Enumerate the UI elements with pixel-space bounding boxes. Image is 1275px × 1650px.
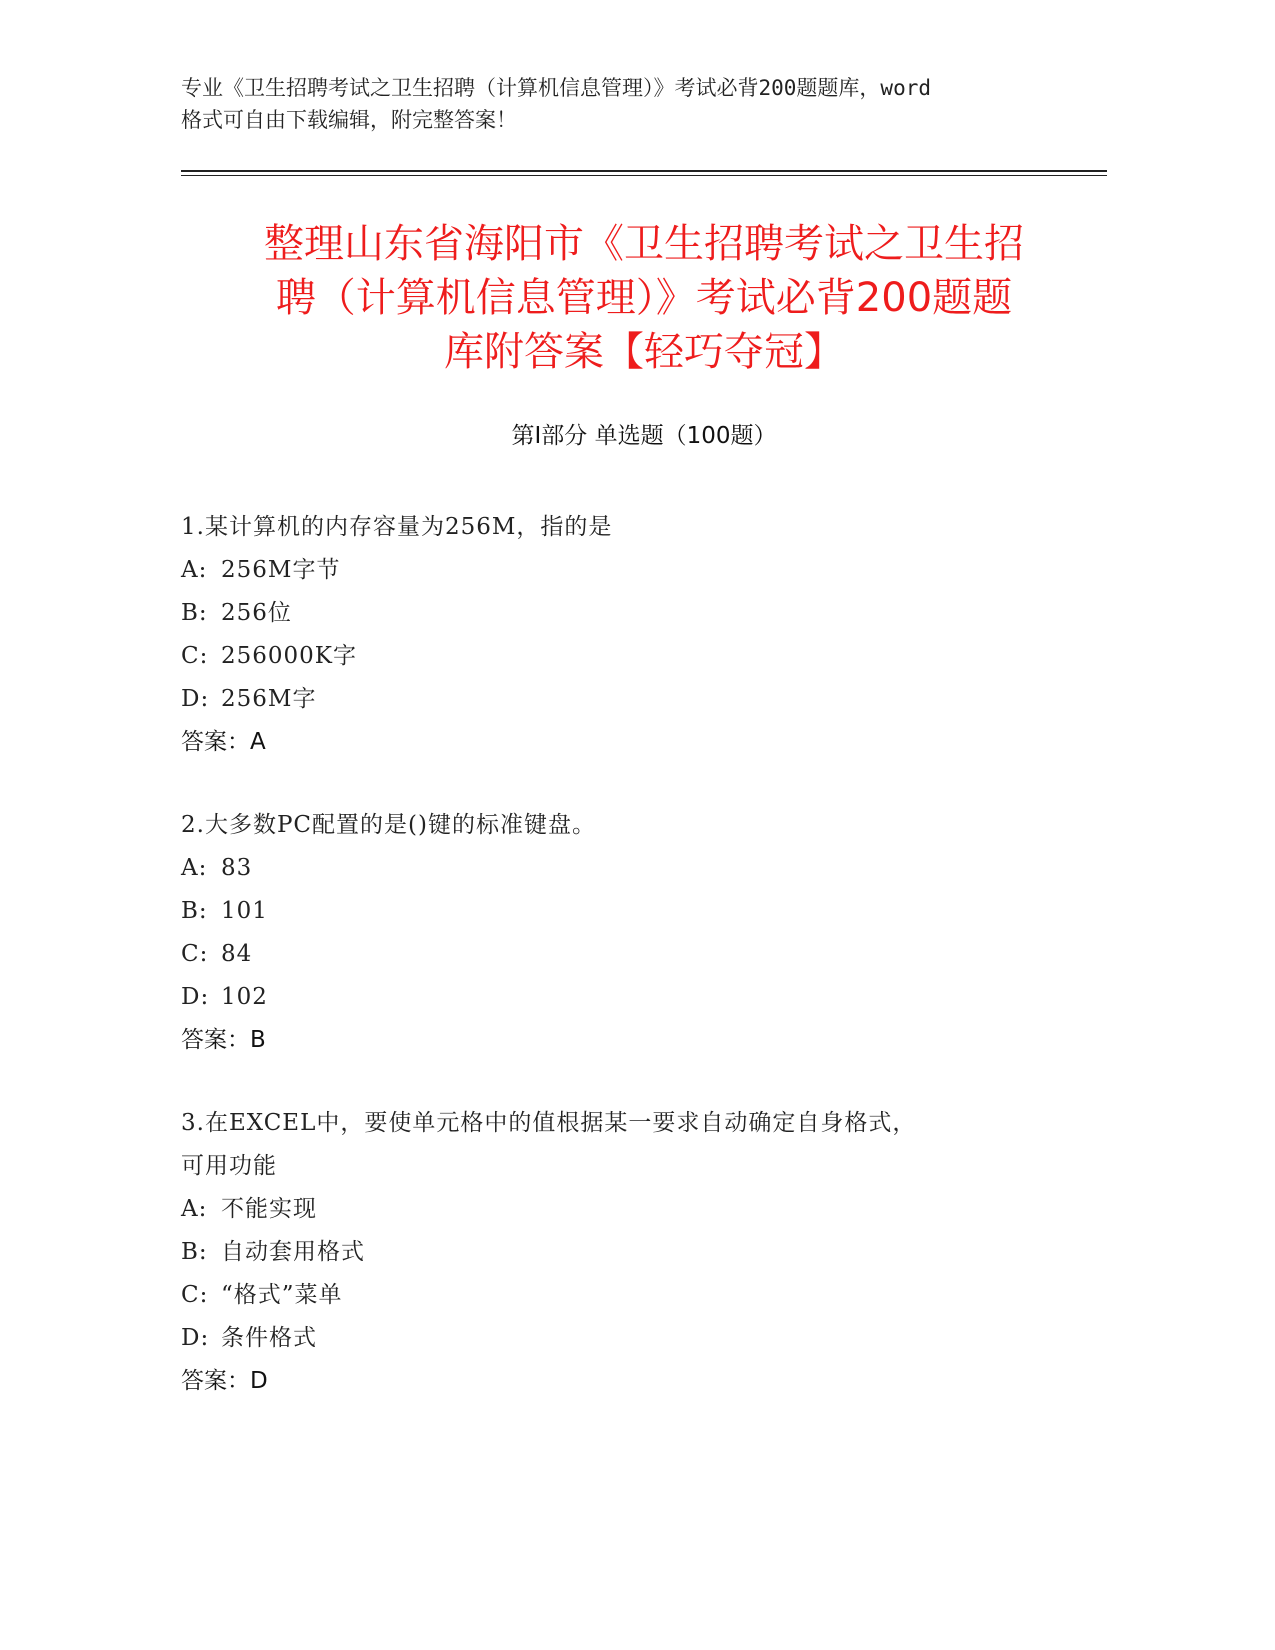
question-stem-line: 1.某计算机的内存容量为256M，指的是 (181, 514, 613, 540)
option-a (181, 847, 1081, 890)
option-key: B: (181, 1239, 208, 1265)
answer-line: 答案：D (181, 1368, 268, 1394)
document-title (181, 217, 1107, 379)
title-line: 整理山东省海阳市《卫生招聘考试之卫生招 (264, 221, 1024, 267)
header-divider (181, 170, 1107, 172)
title-line: 库附答案【轻巧夺冠】 (444, 329, 844, 375)
option-c (181, 1274, 1081, 1317)
option-b (181, 592, 1081, 635)
question-stem (181, 1102, 1081, 1188)
question-item (181, 1102, 1081, 1403)
option-key: C: (181, 643, 209, 669)
title-line: 聘（计算机信息管理）》考试必背200题题 (275, 275, 1013, 321)
option-key: D: (181, 686, 210, 712)
option-key: A: (181, 1196, 208, 1222)
option-text: 256M字 (221, 686, 317, 712)
option-key: B: (181, 898, 208, 924)
answer-line: 答案：A (181, 729, 266, 755)
question-stem-line: 2.大多数PC配置的是()键的标准键盘。 (181, 812, 596, 838)
question-item (181, 506, 1081, 764)
option-text: 256M字节 (221, 557, 341, 583)
answer-line: 答案：B (181, 1027, 266, 1053)
option-b (181, 890, 1081, 933)
header-note (181, 72, 1081, 136)
option-text: 条件格式 (221, 1325, 317, 1351)
option-text: 101 (221, 898, 268, 924)
question-stem-line: 可用功能 (181, 1153, 277, 1179)
option-d (181, 976, 1081, 1019)
option-a (181, 549, 1081, 592)
question-stem-line: 3.在EXCEL中，要使单元格中的值根据某一要求自动确定自身格式， (181, 1110, 917, 1136)
option-text: 102 (221, 984, 268, 1010)
option-text: 256000K字 (221, 643, 357, 669)
option-key: A: (181, 855, 208, 881)
option-key: B: (181, 600, 208, 626)
option-d (181, 1317, 1081, 1360)
option-key: D: (181, 984, 210, 1010)
option-a (181, 1188, 1081, 1231)
option-b (181, 1231, 1081, 1274)
option-key: D: (181, 1325, 210, 1351)
option-d (181, 678, 1081, 721)
option-text: 84 (221, 941, 253, 967)
question-item (181, 804, 1081, 1062)
option-key: C: (181, 941, 209, 967)
question-stem (181, 804, 1081, 847)
section-heading: 第Ⅰ部分 单选题（100题） (511, 423, 777, 449)
header-note-line: 专业《卫生招聘考试之卫生招聘（计算机信息管理）》考试必背200题题库，word (181, 76, 931, 100)
question-stem (181, 506, 1081, 549)
option-text: “格式”菜单 (221, 1282, 343, 1308)
option-text: 83 (221, 855, 253, 881)
option-text: 不能实现 (221, 1196, 317, 1222)
question-list (181, 506, 1081, 1443)
option-text: 自动套用格式 (221, 1239, 365, 1265)
option-text: 256位 (221, 600, 292, 626)
option-c (181, 933, 1081, 976)
option-key: C: (181, 1282, 209, 1308)
option-c (181, 635, 1081, 678)
header-note-line: 格式可自由下载编辑，附完整答案！ (181, 108, 517, 132)
header-divider-thin (181, 175, 1107, 176)
option-key: A: (181, 557, 208, 583)
